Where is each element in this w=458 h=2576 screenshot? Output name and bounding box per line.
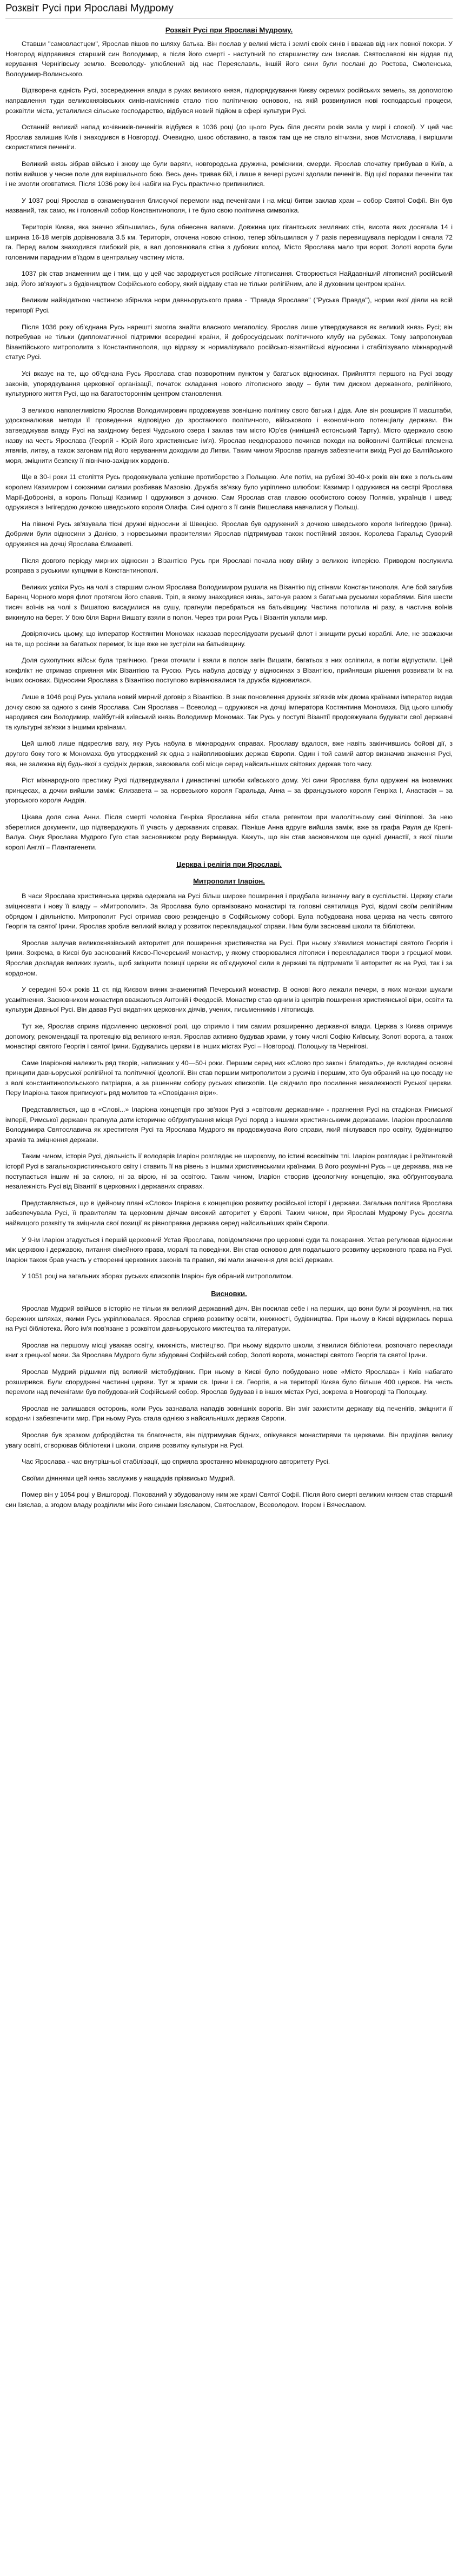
paragraph: Після 1036 року об'єднана Русь нарешті змогла знайти власного мегаполісу. Ярослав лише утверджувався як великий князь Русі; він потребував не тільки (дипломатичної підтримки всередині країни, й добросусідських політичного клубу на рубежах. Тому запропонував Візантійського митрополита з Константинополя, що відразу ж нормалізувало російсько-візантійські відносини і стабілізувало міжнародний статус Русі. (5, 323, 453, 361)
paragraph: Помер він у 1054 році у Вишгороді. Похований у збудованому ним же храмі Святої Софії. Після його смерті великим князем став старший син Ізяслав, а згодом владу розділили між його синами Ізяславом, Святославом, Всеволодом. Ігорем і Вячеславом. (5, 1491, 453, 1509)
paragraph: Великих успіхи Русь на чолі з старшим сином Ярослава Володимиром рушила на Візантію під стінами Константинополя. Але бой загубив Баренц Чорного моря флот протягом його спавив. Тріп, в якому знаходився князь, затонув разом з багатьма руськими кораблями. Біля шести тисяч воїнів на чолі з Вишатою висадилися на сушу, прагнули перебраться на батьківщину. Частина потопила ні разу, а частина воїнів викинуло на берег. У бою біля Варни Вишату взяли в полон. Через три роки Русь і Візантія уклали мир. (5, 583, 453, 621)
paragraph: Ярослав на першому місці уважав освіту, книжність, мистецтво. При ньому відкрито школи, з'явилися бібліотеки, розпочато переклади книг з грецької мови. За Ярослава Мудрого були збудовані Софійський собор, Золоті ворота, монастирі святого Георгія та святої Ірини. (5, 1341, 453, 1359)
paragraph: Ставши "самовластцем", Ярослав пішов по шляху батька. Він послав у великі міста і землі своїх синів і вважав від них повної покори. У Новгород відправився старший син Володимир, а після його смерті - наступний по старшинству син Ізяслав. Святославові він віддав під керування Чернігівську землю. Всеволоду- улюблений від нас Переяславль, іншій його сини були послані до Ростова, Смоленська, Володимир-Волинського. (5, 40, 453, 78)
paragraph: Тут же, Ярослав сприяв підсиленню церковної ролі, що сприяло і тим самим розширенню державної влади. Церква з Києва отримує допомогу, рекомендації та протекцію від великого князя. Ярослав активно будував храми, у тому числі Софію Київську, Золоті ворота, а також монастирі святого Георгія і святої Ірини. Будувались церкви і в інших містах Русі – Новгороді, Полоцьку та Чернігові. (5, 1022, 453, 1051)
paragraph: Час Ярослава - час внутрішньої стабілізації, що сприяла зростанню міжнародного авторитету Русі. (22, 1458, 330, 1466)
paragraph: Своїми діяннями цей князь заслужив у нащадків прізвисько Мудрий. (22, 1474, 235, 1482)
paragraph: На півночі Русь зв'язувала тісні дружні відносини зі Швецією. Ярослав був одружений з дочкою шведського короля Інгігердою (Ірина). Добрими були відносини з Данією, з норвезькими правителями Ярослав підтримував також постійний звязок. Королева Гаральд Суворий одружився на дочці Ярослава Єлизаветі. (5, 520, 453, 548)
part1-body (5, 39, 453, 852)
paragraph: У 9-ім Іларіон згадується і першій церковний Устав Ярослава, повідомляючи про церковні суди та покарання. Устав регулював відносини між церквою і державою, питання сімейного права, моралі та поведінки. Він став основою для подальшого розвитку церковного права на Русі. Іларіон також брав участь у створенні церковних законів та правил, які мали значення для всієї держави. (5, 1236, 453, 1264)
paragraph: Ярослав залучав великокнязівський авторитет для поширення християнства на Русі. При ньому з'явилися монастирі святого Георгія і Ірини. Зокрема, в Києві був заснований Києво-Печерський монастир, у якому створювалися літописи і перекладалися твори з грецької мови. Ярослав докладав великих зусиль, щоб зміцнити позиції церкви як об'єднуючої сили в державі та підтримати її авторитет як на Русі, так і за кордоном. (5, 939, 453, 977)
paragraph: Великим найвідатною частиною збірника норм давньоруського права - "Правда Ярославе" ("Руська Правда"), норми якої діяли на всій території Русі. (5, 296, 453, 315)
paragraph: Ще в 30-і роки 11 століття Русь продовжувала успішне протиборство з Польщею. Але потім, на рубежі 30-40-х років він вже з польським королем Казимиром і союзними силами розбивав Мазовію. Дружба зв'язку було укріплено шлюбом: Казимир I одружився на сестрі Ярослава Марії-Добронізі, а король Польщі Казимир I одружився з дочкою. Сам Ярослав став главою особистого союзу Поляків, українців і швед: одружився з Інгігердою дочкою шведського короля Олафа. Сині одного з її синів Вишеслава навчалися у Польщі. (5, 473, 453, 512)
paragraph: В часи Ярослава християнська церква одержала на Русі більш широке поширення і придбала визначну вагу в суспільстві. Церкву стали зміцнювати і нову її владу – «Митрополит». За Ярослава було організовано монастирі та головні святилища Русі, відомі своїм релігійним обрядом і діяльністю. Митрополит Русі отримав свою резиденцію в Софійському соборі. Була побудована нова церква на честь святого Георгія та святої Ірини. Ярослав зробив великий вклад у розвиток перекладацької справи. Ним були засновані школи та бібліотеки. (5, 892, 453, 931)
paragraph: Представляється, що в ідейному плані «Слово» Іларіона є концепцією розвитку російської історії і держави. Загальна політика Ярослава забезпечувала Русі, її правителям та церковним діячам високий авторитет у Європі. Таким чином, при Ярославі Мудрому Русь досягла найвищого розквіту та зміцнила свої позиції як рівноправна держава серед найсильніших країн Європи. (5, 1199, 453, 1227)
paragraph: Усі вказує на те, що об'єднана Русь Ярослава став позворотним пунктом у багатьох відносинах. Прийняття першого на Русі зводу законів, упорядкування церковної організації, початок складання нового літописного зводу – були тим диском державного, релігійного, культурного життя Русі, що на багатостороннім центром становлення. (5, 370, 453, 398)
paragraph: Таким чином, історія Русі, діяльність її володарів Іларіон розглядає не широкому, по істині всесвітнім тлі. Іларіон розглядає і рейтинговий історії Русі в загальнохристиянського світу і ставить її на рівень з іншими християнськими країнами. В його розумінні Русь – це держава, яка не поступається іншим ні за силою, ні за вірою, ні за освітою. Таким чином, Іларіон створив ідеологічну концепцію, яка обґрунтовувала незалежність Русі від Візантії в церковних і державних справах. (5, 1152, 453, 1191)
paragraph: Ріст міжнародного престижу Русі підтверджували і династичні шлюби київського дому. Усі сини Ярослава були одружені на іноземних принцесах, а дочки вийшли заміж: Єлизавета – за норвезького короля Гаральда, Анна – за французького короля Генріха І, Анастасія – за угорського короля Андрія. (5, 776, 453, 805)
paragraph: Цей шлюб лише підкреслив вагу, яку Русь набула в міжнародних справах. Ярославу вдалося, вже навіть закінчившись бойові дії, з другого боку того ж Мономаха був утверджений як одна з найвпливовіших держав Європи. Один і той самий автор визначив значення Русі, яка, не залежна від будь-якої з сусідніх держав, завоювала собі місце серед найсильніших світових держав того часу. (5, 740, 453, 768)
page-title: Розквіт Русі при Ярославі Мудрому (5, 2, 453, 19)
paragraph: 1037 рік став знаменним ще і тим, що у цей час зароджується російське літописання. Створюється Найдавніший літописний російський звід. Його зв'язують з будівництвом Софійського собору, який віддаву став не тільки релігійним, але й духовним центром країни. (5, 270, 453, 288)
paragraph: Ярослав був зразком добродійства та благочестя, він підтримував бідних, опікувався монастирями та церквами. Він приділяв велику увагу освіті, створював бібліотеки і школи, сприяв розвитку культури на Русі. (5, 1431, 453, 1449)
section-title-church: Церква і релігія при Ярославі. (176, 860, 282, 869)
paragraph: У 1037 році Ярослав в ознаменування блискучої перемоги над печенігами і на місці битви заклав храм – собор Святої Софії. Він був названий, так само, як і головний собор Константинополя, і те було свою політична символіка. (5, 196, 453, 215)
paragraph: У середині 50-х років 11 ст. під Києвом виник знаменитий Печерський монастир. В основі його лежали печери, в яких монахи шукали усамітнення. Засновником монастиря вважаються Антоній і Феодосій. Монастир став одним із центрів поширення християнської віри, освіти та культури Давньої Русі. Він давав Русі видатних церковних діячів, учених, письменників і літописців. (5, 986, 453, 1014)
church-section-body (5, 891, 453, 1282)
paragraph: Ярослав не залишався осторонь, коли Русь зазнавала нападів зовнішніх ворогів. Він зміг захистити державу від печенігів, зміцнити її кордони і забезпечити мир. При ньому Русь стала однією з найсильніших держав Європи. (5, 1404, 453, 1423)
paragraph: Відтворена єдність Русі, зосередження влади в руках великого князя, підпорядкування Києву окремих російських земель, за допомогою направлення туди великокнязівських синів-намісників стало тією політичною основою, на якій розвинулися нові господарські процеси, розквітли міста, усталилися сільське господарство, відбувся новий підйом в сфері культури Русі. (5, 87, 453, 115)
paragraph: Ярослав Мудрий ввійшов в історію не тільки як великий державний діяч. Він посилав себе і на перших, що вони були зі розуміння, на тих бережних шляхах, якими Русь укріплювалася. Ярослав сприяв розвитку освіти, книжності, будівництва. При ньому в Києві відкрилась перша на Русі бібліотека. Його ім'я пов'язане з розквітом давньоруського мистецтва та літератури. (5, 1304, 453, 1333)
paragraph: Останній великий напад кочівників-печенігів відбувся в 1036 році (до цього Русь біля десяти років жила у мирі і спокої). У цей час Ярослав залишив Київ і знаходився в Новгороді. Очевидно, шкос обставино, а також там ще не стало вітчизни, знов Мстислава, і вирішили скористатися печеніги. (5, 123, 453, 151)
paragraph: З великою наполегливістю Ярослав Володимирович продовжував зовнішню політику свого батька і діда. Але він розширив її масштаби, удосконалював методи її проведення відповідно до зростаючого політичного, військового і економічного потенціалу держави. Він затверджував владу Русі на західному березі Чудського озера і заклав там місто Юр'єв (нинішній естонський Тарту). Місто одержало свою назву на честь Ярослава (Георгій - Юрій його християнське ім'я). Ярослав неодноразово починав походи на войовничі балтійські племена ятвягів, литву, а також загонам під його керуванням доходили до Литви. Таким чином Ярослав прагнув забезпечити вихід Русі до Балтійського моря, зміцнити безпеку її північно-західних кордонів. (5, 406, 453, 464)
paragraph: Саме Іларіонові належить ряд творів, написаних у 40—50-і роки. Першим серед них «Слово про закон і благодать», де викладені основні принципи давньоруської релігійної та політичної ідеології. Він став першим митрополитом з русичів і першим, хто був обраний на цю посаду не з волі константинопольського патріарха, а за рішенням собору руських єпископів. Це свідчило про посилення незалежності Руської церкви. Перу Іларіона також приписують ряд молитов та «Сповідання віри». (5, 1059, 453, 1097)
paragraph: Лише в 1046 році Русь уклала новий мирний договір з Візантією. В знак поновлення дружніх зв'язків між двома країнами імператор видав дочку свою за одного з синів Ярослава. Син Ярослава – Всеволод – одружився на дочці імператора Костянтина Мономаха. Від цього шлюбу народився син Володимир, майбутній київський князь Володимир Мономах. Так Русь у поступі Візантії продовжувала будувати свої державні та культурні зв'язки з іншими країнами. (5, 693, 453, 731)
paragraph: Доля сухопутних військ була трагічною. Греки оточили і взяли в полон загін Вишати, багатьох з них осліпили, а потім відпустили. Цей конфлікт не отримав сприяння між Візантією та Руссю. Русь набула досвіду у відносинах з Візантією, прийнявши рішення розвивати їх на інших основах. Відносини Ярослава з Візантією поступово вирівнювалися та дружба відновилася. (5, 656, 453, 685)
paragraph: Ярослав Мудрий рідшими під великий містобудівник. При ньому в Києві було побудовано нове «Місто Ярослава» і Київ набагато розширився. Були споруджені частинні церкви. Тут ж храми св. Ірини і св. Георгія, а на території Києва було більше 400 церков. На честь перемоги над печенігами був побудований Софійський собор. Ярослав будував і в інших містах Русі, зокрема в Новгороді та Полоцьку. (5, 1367, 453, 1396)
section-subtitle-ilarion: Митрополит Іларіон. (193, 877, 265, 886)
section-title-conclusions: Висновки. (211, 1289, 247, 1298)
paragraph: У 1051 році на загальних зборах руських єпископів Іларіон був обраний митрополитом. (22, 1272, 293, 1280)
paragraph: Після довгого періоду мирних відносин з Візантією Русь при Ярославі почала нову війну з великою імперією. Приводом послужила розправа з руськими купцями в Константинополі. (5, 556, 453, 575)
paragraph: Великий князь зібрав військо і знову ще були варяги, новгородська дружина, ремісники, смерди. Ярослав спочатку прибував в Київ, а потім вийшов у чесне поле для вирішального бою. Весь день тривав бій, і лише в вечері русичі здолали печенігів. Від цієї поразки печеніги так і не змогли оговтатися. Після 1036 року їхні набіги на Русь практично припинилися. (5, 160, 453, 188)
paragraph: Цікава доля сина Анни. Після смерті чоловіка Генріха Ярославна ніби стала регентом при малолітньому сині Філіппові. За нею збереглися документи, що підтверджують її участь у державних справах. Пізніше Анна вдруге вийшла заміж, вже за графа Рауля де Крепі-Валуа. Онук Ярослава Мудрого Гуго став засновником роду Вермандуа. Кажуть, що він став засновником ще однієї династії, з якої пішли королі Англії – Плантагенети. (5, 813, 453, 851)
paragraph: Представляється, що в «Слові...» Іларіона концепція про зв'язок Русі з «світовим державним» - прагнення Русі на стадіонах Римської імперії, Римської державн прагнула дати історичне обґрунтування місця Русі поряд з іншими християнськими державами. Іларіон прославляв Володимира Святославича як хрестителя Русі та Ярослава Мудрого як продовжувача його справи, який піклувався про освіту, будівництво храмів та зміцнення держави. (5, 1106, 453, 1144)
conclusions-body (5, 1304, 453, 1510)
document-heading: Розквіт Русі при Ярославі Мудрому. (165, 26, 293, 34)
paragraph: Територія Києва, яка значно збільшилась, була обнесена валами. Довжина цих гігантських земляних стін, висота яких досягала 14 і ширина 16-18 метрів дорівнювала 3.5 км. Територія, оточена новою стіною, тепер збільшилася у 7 разів перевищувала періодом і сягала 72 га. Перед валом знаходився глибокий рів, а вал доповнювала стіна з дубових колод. Місто Ярослава мало три ворот. Золоті ворота були головними парадним в'їздом в центральну частину міста. (5, 223, 453, 261)
paragraph: Довіряючись цьому, що імператор Костянтин Мономах наказав переслідувати руський флот і знищити руські кораблі. Але, не зважаючи на те, що росіяни за багатьох перемог, їх іще вже не зустріли на батьківщину. (5, 630, 453, 648)
